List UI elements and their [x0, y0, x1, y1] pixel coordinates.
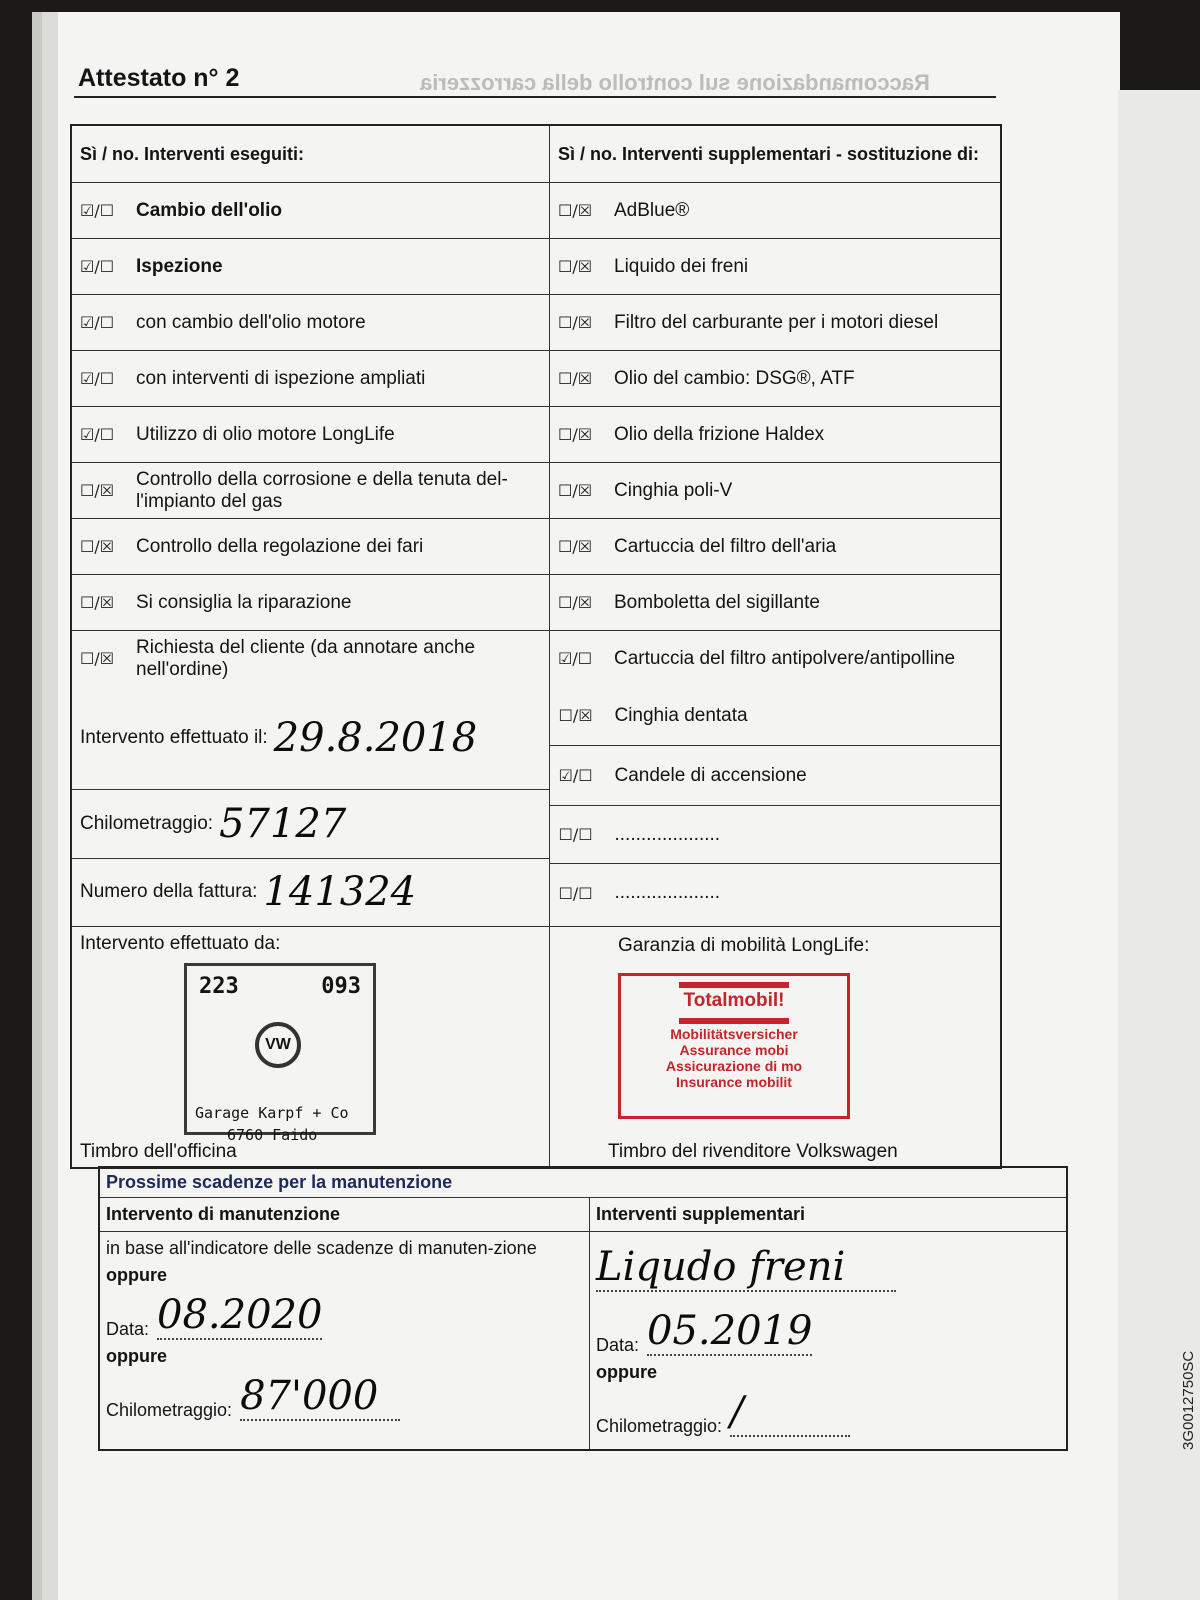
- right-item-label: Filtro del carburante per i motori diesel: [614, 311, 939, 333]
- checkbox-pair[interactable]: ☐/☒: [80, 649, 115, 668]
- right-item-label: Olio della frizione Haldex: [614, 423, 825, 445]
- extra-label: Candele di accensione: [614, 764, 807, 786]
- left-item-label: Utilizzo di olio motore LongLife: [136, 423, 395, 445]
- right-item-label: Cartuccia del filtro dell'aria: [614, 535, 837, 557]
- stamp-row: [72, 927, 1000, 1167]
- extra-blank[interactable]: ....................: [614, 882, 721, 903]
- right-km-label: Chilometraggio:: [596, 1416, 723, 1436]
- extra-item-value[interactable]: Liqudo freni: [596, 1244, 896, 1292]
- left-item-label: Controllo della regolazione dei fari: [136, 535, 424, 557]
- indicator-text: in base all'indicatore delle scadenze di manuten-zione: [106, 1238, 537, 1258]
- left-item-label: Controllo della corrosione e della tenuta del-l'impianto del gas: [136, 468, 508, 512]
- service-row: [72, 407, 1000, 463]
- grid-header-row: [72, 126, 1000, 183]
- stamp-number-1: 223: [199, 974, 239, 999]
- left-item-label: con cambio dell'olio motore: [136, 311, 366, 333]
- invoice-value[interactable]: 141324: [263, 869, 417, 916]
- stamp-line-2: 6760 Faido: [227, 1126, 318, 1144]
- right-date-label: Data:: [596, 1335, 640, 1355]
- info-left: [72, 686, 550, 926]
- service-row: [72, 239, 1000, 295]
- title-rule: [74, 96, 996, 98]
- left-header: Sì / no. Interventi eseguiti:: [72, 126, 550, 182]
- next-date-label: Data:: [106, 1319, 150, 1339]
- service-row: [72, 183, 1000, 239]
- extra-label: Cinghia dentata: [614, 704, 748, 726]
- next-left-body: [100, 1232, 590, 1449]
- invoice-line: [72, 859, 549, 926]
- next-date-value[interactable]: 08.2020: [157, 1292, 323, 1338]
- red-line: Assicurazione di mo: [665, 1058, 803, 1074]
- service-row: [72, 519, 1000, 575]
- extra-item-line: [596, 1244, 1060, 1292]
- left-item: [72, 351, 550, 406]
- right-item: [550, 631, 1000, 686]
- checkbox-pair[interactable]: ☐/☒: [558, 481, 593, 500]
- dealer-stamp-label: Timbro del rivenditore Volkswagen: [608, 1141, 898, 1162]
- service-grid: [70, 124, 1002, 1169]
- right-header: Sì / no. Interventi supplementari - sostituzione di:: [558, 143, 980, 164]
- checkbox-pair[interactable]: ☐/☒: [80, 593, 115, 612]
- right-item: [550, 463, 1000, 518]
- right-date-line: [596, 1308, 1060, 1356]
- right-item: [550, 407, 1000, 462]
- stamp-line-1: Garage Karpf + Co: [195, 1104, 349, 1122]
- checkbox-pair[interactable]: ☐/☒: [558, 425, 593, 444]
- checkbox-pair[interactable]: ☑/☐: [80, 201, 115, 220]
- next-maintenance-box: [98, 1166, 1068, 1451]
- checkbox-pair[interactable]: ☑/☐: [80, 369, 115, 388]
- km-line: [72, 790, 549, 858]
- left-item: [72, 295, 550, 350]
- left-item-label: Ispezione: [136, 255, 223, 277]
- next-km-label: Chilometraggio:: [106, 1400, 233, 1420]
- checkbox-pair[interactable]: ☐/☒: [558, 313, 593, 332]
- stamp-number-2: 093: [321, 974, 361, 999]
- right-item-label: Cartuccia del filtro antipolvere/antipolline: [614, 647, 956, 669]
- next-caption: Prossime scadenze per la manutenzione: [100, 1168, 1066, 1198]
- right-item: [550, 295, 1000, 350]
- checkbox-pair[interactable]: ☐/☒: [80, 481, 115, 500]
- right-item: [550, 519, 1000, 574]
- checkbox-pair[interactable]: ☐/☒: [558, 706, 593, 725]
- checkbox-pair[interactable]: ☐/☐: [558, 825, 593, 844]
- oppure-label: oppure: [106, 1346, 167, 1366]
- left-item-label: con interventi di ispezione ampliati: [136, 367, 426, 389]
- checkbox-pair[interactable]: ☑/☐: [80, 425, 115, 444]
- service-row: [72, 463, 1000, 519]
- left-item: [72, 239, 550, 294]
- checkbox-pair[interactable]: ☐/☒: [558, 593, 593, 612]
- workshop-stamp-label: Timbro dell'officina: [80, 1141, 237, 1162]
- left-item: [72, 575, 550, 630]
- left-item: [72, 183, 550, 238]
- workshop-stamp: [184, 963, 376, 1144]
- checkbox-pair[interactable]: ☐/☒: [80, 537, 115, 556]
- checkbox-pair[interactable]: ☑/☐: [558, 649, 593, 668]
- red-line: Mobilitätsversicher: [670, 1026, 798, 1042]
- bleed-through-text: Raccomandazione sul controllo della carrozzeria: [420, 70, 930, 95]
- right-item: [550, 183, 1000, 238]
- right-km-value[interactable]: /: [730, 1389, 850, 1437]
- next-km-value[interactable]: 87'000: [240, 1373, 400, 1421]
- extra-row: [550, 864, 1000, 922]
- info-row: [72, 686, 1000, 927]
- checkbox-pair[interactable]: ☑/☐: [558, 766, 593, 785]
- service-row: [72, 631, 1000, 686]
- workshop-cell: [72, 927, 550, 1167]
- next-left-header: Intervento di manutenzione: [100, 1198, 590, 1231]
- left-item: [72, 463, 550, 518]
- checkbox-pair[interactable]: ☐/☒: [558, 201, 593, 220]
- next-km-line: [106, 1373, 583, 1421]
- checkbox-pair[interactable]: ☐/☒: [558, 257, 593, 276]
- right-item-label: Cinghia poli-V: [614, 479, 733, 501]
- invoice-label: Numero della fattura:: [80, 881, 258, 903]
- right-item-label: Bomboletta del sigillante: [614, 591, 820, 613]
- checkbox-pair[interactable]: ☐/☒: [558, 369, 593, 388]
- oppure-label: oppure: [106, 1265, 167, 1285]
- next-right-body: [590, 1232, 1066, 1449]
- red-line: Assurance mobi: [679, 1042, 789, 1058]
- right-item-label: AdBlue®: [614, 199, 690, 221]
- extra-row: [550, 746, 1000, 806]
- checkbox-pair[interactable]: ☐/☒: [558, 537, 593, 556]
- km-label: Chilometraggio:: [80, 812, 214, 834]
- checkbox-pair[interactable]: ☐/☐: [558, 883, 593, 903]
- right-item-label: Liquido dei freni: [614, 255, 749, 277]
- red-line: Insurance mobilit: [676, 1074, 792, 1090]
- service-row: [72, 295, 1000, 351]
- stamp-bar: [679, 982, 789, 988]
- oppure-label: oppure: [596, 1362, 657, 1382]
- side-code: 3G0012750SC: [1180, 1350, 1197, 1450]
- dealer-cell: [550, 927, 1000, 1167]
- right-item-label: Olio del cambio: DSG®, ATF: [614, 367, 855, 389]
- checkbox-pair[interactable]: ☑/☐: [80, 257, 115, 276]
- next-body-row: [100, 1232, 1066, 1449]
- next-date-line: [106, 1292, 583, 1340]
- extra-row: [550, 806, 1000, 864]
- left-item-label: Si consiglia la riparazione: [136, 591, 352, 613]
- date-label: Intervento effettuato il:: [80, 726, 268, 748]
- mobility-label: Garanzia di mobilità LongLife:: [618, 935, 870, 956]
- by-label: Intervento effettuato da:: [80, 933, 281, 954]
- right-date-value[interactable]: 05.2019: [647, 1308, 813, 1354]
- next-right-header: Interventi supplementari: [596, 1204, 806, 1224]
- date-line: [72, 686, 549, 790]
- right-item: [550, 575, 1000, 630]
- left-item: [72, 631, 550, 686]
- checkbox-pair[interactable]: ☑/☐: [80, 313, 115, 332]
- page-title: Attestato n° 2: [78, 64, 240, 92]
- km-value[interactable]: 57127: [219, 800, 347, 847]
- vw-logo-icon: VW: [255, 1022, 301, 1068]
- info-right: [550, 686, 1000, 926]
- service-row: [72, 351, 1000, 407]
- right-km-line: [596, 1389, 1060, 1437]
- red-brand: Totalmobil!: [683, 990, 785, 1011]
- stamp-bar: [679, 1018, 789, 1024]
- date-value[interactable]: 29.8.2018: [273, 714, 478, 761]
- left-item: [72, 407, 550, 462]
- right-item: [550, 351, 1000, 406]
- left-item: [72, 519, 550, 574]
- right-item: [550, 239, 1000, 294]
- service-row: [72, 575, 1000, 631]
- totalmobil-stamp: [618, 973, 850, 1119]
- left-item-label: Richiesta del cliente (da annotare anche nell'ordine): [136, 636, 476, 680]
- extra-row: [550, 686, 1000, 746]
- left-item-label: Cambio dell'olio: [136, 199, 282, 221]
- extra-blank[interactable]: ....................: [614, 823, 721, 845]
- next-header-row: [100, 1198, 1066, 1232]
